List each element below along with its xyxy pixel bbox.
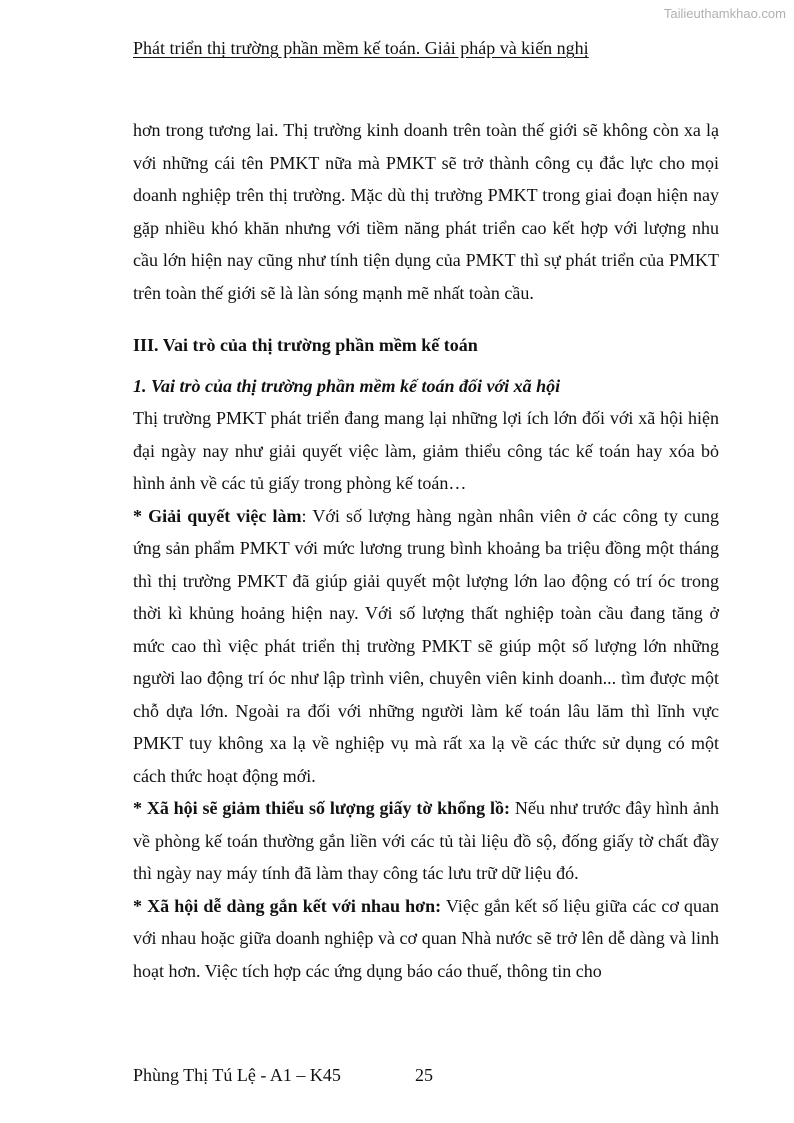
- section-heading: III. Vai trò của thị trường phần mềm kế toán: [133, 335, 478, 355]
- point-paper-paragraph: [133, 792, 719, 890]
- point-connect-lead: * Xã hội dễ dàng gắn kết với nhau hơn:: [133, 895, 442, 916]
- subsection-paragraph: Thị trường PMKT phát triển đang mang lại những lợi ích lớn đối với xã hội hiện đại ngày nay như giải quyết việc làm, giảm thiểu công tác kế toán hay xóa bỏ hình ảnh về các tủ giấy trong phòng kế toán…: [133, 408, 719, 493]
- page-number: 25: [415, 1065, 433, 1085]
- point-jobs-text: : Với số lượng hàng ngàn nhân viên ở các công ty cung ứng sản phẩm PMKT với mức lương trung bình khoảng ba triệu đồng một tháng thì thị trường PMKT đã giúp giải quyết một lượng lớn lao động có trí óc trong thời kì khủng hoảng hiện nay. Với số lượng thất nghiệp toàn cầu đang tăng ở mức cao thì việc phát triển thị trường PMKT sẽ giúp một số lượng lớn những người lao động trí óc như lập trình viên, chuyên viên kinh doanh... tìm được một chỗ dựa lớn. Ngoài ra đối với những người làm kế toán lâu lăm thì lĩnh vực PMKT tuy không xa lạ về nghiệp vụ mà rất xa lạ về các thức sử dụng có một cách thức hoạt động mới.: [133, 505, 719, 786]
- intro-paragraph: hơn trong tương lai. Thị trường kinh doanh trên toàn thế giới sẽ không còn xa lạ với những cái tên PMKT nữa mà PMKT sẽ trở thành công cụ đắc lực cho mọi doanh nghiệp trên thị trường. Mặc dù thị trường PMKT trong giai đoạn hiện nay gặp nhiều khó khăn nhưng với tiềm năng phát triển cao kết hợp với lượng nhu cầu lớn hiện nay cũng như tính tiện dụng của PMKT thì sự phát triển của PMKT trên toàn thế giới sẽ là làn sóng mạnh mẽ nhất toàn cầu.: [133, 120, 719, 303]
- point-paper-text: Nếu như trước đây hình ảnh về phòng kế toán thường gắn liền với các tủ tài liệu đồ sộ, đống giấy tờ chất đầy thì ngày nay máy tính đã làm thay công tác lưu trữ dữ liệu đó.: [133, 798, 720, 883]
- page-footer: [133, 1065, 433, 1086]
- point-connect-paragraph: [133, 890, 719, 988]
- point-jobs-paragraph: [133, 500, 719, 793]
- page-body: [133, 114, 719, 987]
- point-connect-text: Việc gắn kết số liệu giữa các cơ quan với nhau hoặc giữa doanh nghiệp và cơ quan Nhà nước sẽ trở lên dễ dàng và linh hoạt hơn. Việc tích hợp các ứng dụng báo cáo thuế, thông tin cho: [133, 895, 719, 981]
- running-header: Phát triển thị trường phần mềm kế toán. Giải pháp và kiến nghị: [133, 38, 589, 58]
- point-jobs-lead: * Giải quyết việc làm: [133, 505, 302, 526]
- subsection-heading: 1. Vai trò của thị trường phần mềm kế toán đối với xã hội: [133, 375, 561, 396]
- watermark: Tailieuthamkhao.com: [663, 6, 786, 21]
- point-paper-lead: * Xã hội sẽ giảm thiểu số lượng giấy tờ khổng lồ:: [133, 798, 510, 818]
- footer-author: Phùng Thị Tú Lệ - A1 – K45: [133, 1065, 341, 1085]
